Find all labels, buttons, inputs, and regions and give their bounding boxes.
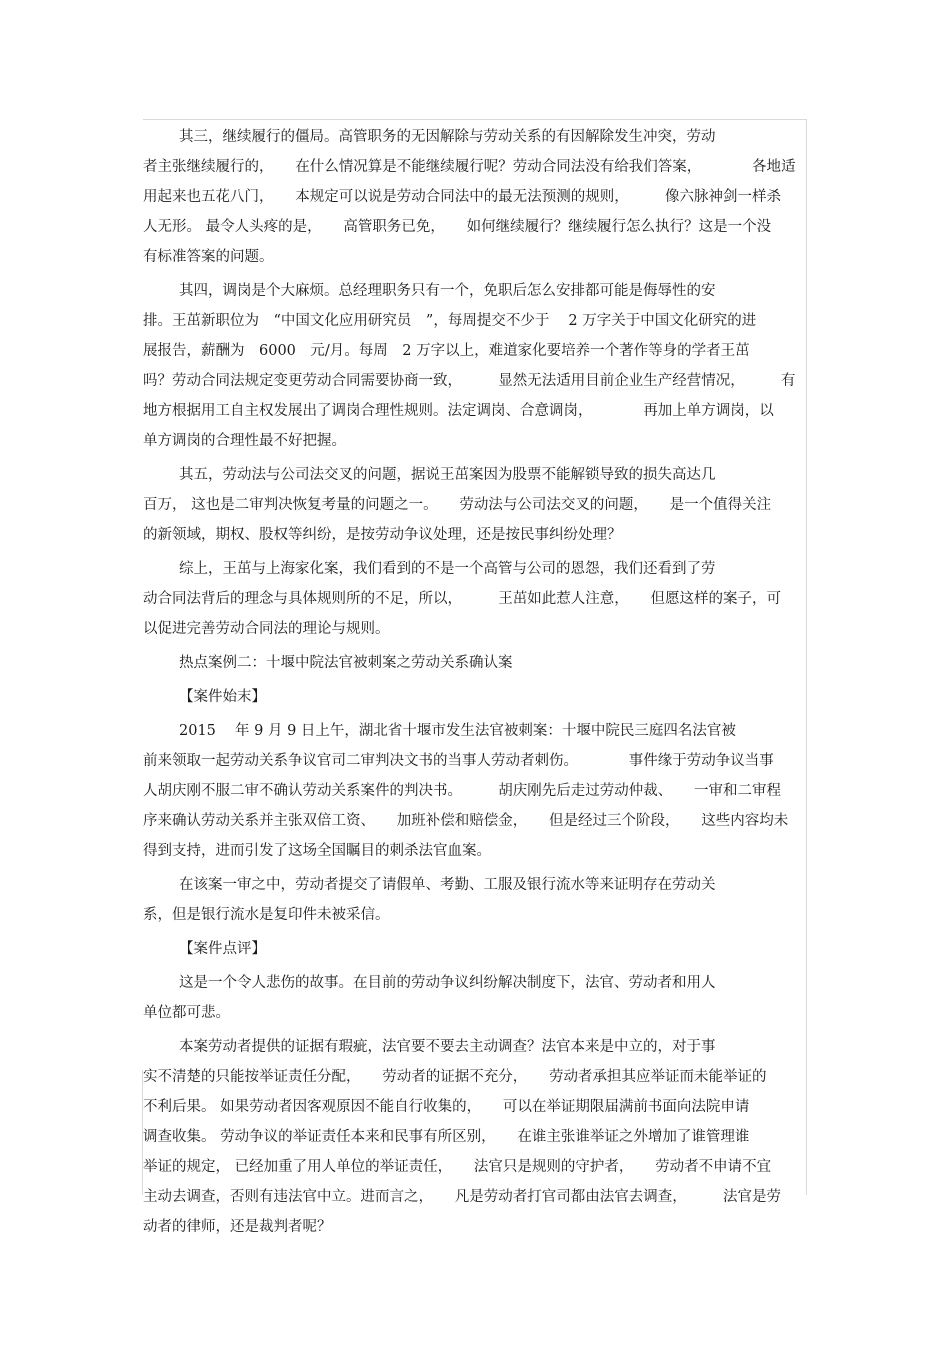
text-line: 【案件始末】 — [179, 689, 266, 705]
text-line: 前来领取一起劳动关系争议官司二审判决文书的当事人劳动者刺伤。 事件缘于劳动争议当事 — [143, 753, 774, 769]
text-line: 展报告，薪酬为 6000 元/月。每周 2 万字以上，难道家化要培养一个著作等身的学者王茁 — [143, 343, 750, 359]
para-fifth-point — [143, 460, 805, 550]
case-comment-heading — [143, 934, 805, 964]
text-line: 排。王茁新职位为 “中国文化应用研究员 ”，每周提交不少于 2 万字关于中国文化研究的进 — [143, 313, 757, 329]
text-line: 热点案例二：十堰中院法官被刺案之劳动关系确认案 — [179, 655, 513, 671]
text-line: 这是一个令人悲伤的故事。在目前的劳动争议纠纷解决制度下，法官、劳动者和用人 — [179, 975, 716, 991]
para-case-origin — [143, 716, 805, 866]
para-fourth-point — [143, 276, 805, 456]
text-line: 人胡庆刚不服二审不确认劳动关系案件的判决书。 胡庆刚先后走过劳动仲裁、 一审和二审程 — [143, 783, 781, 799]
para-evidence — [143, 870, 805, 930]
text-line: 吗？劳动合同法规定变更劳动合同需要协商一致， 显然无法适用目前企业生产经营情况， 有 — [143, 373, 796, 389]
text-line: 单方调岗的合理性最不好把握。 — [143, 433, 346, 449]
text-line: 【案件点评】 — [179, 941, 266, 957]
page-frame-right-rule — [806, 119, 807, 1195]
text-line: 实不清楚的只能按举证责任分配， 劳动者的证据不充分， 劳动者承担其应举证而未能举证的 — [143, 1069, 767, 1085]
text-line: 其四，调岗是个大麻烦。总经理职务只有一个，免职后怎么安排都可能是侮辱性的安 — [179, 283, 716, 299]
para-summary — [143, 554, 805, 644]
text-line: 在该案一审之中，劳动者提交了请假单、考勤、工服及银行流水等来证明存在劳动关 — [179, 877, 716, 893]
text-line: 调查收集。 劳动争议的举证责任本来和民事有所区别， 在谁主张谁举证之外增加了谁管理谁 — [143, 1129, 750, 1145]
text-line: 地方根据用工自主权发展出了调岗合理性规则。法定调岗、合意调岗， 再加上单方调岗，以 — [143, 403, 774, 419]
para-comment-one — [143, 968, 805, 1028]
page-frame-top-rule — [143, 119, 807, 120]
text-line: 动者的律师，还是裁判者呢？ — [143, 1219, 332, 1235]
text-line: 不利后果。 如果劳动者因客观原因不能自行收集的， 可以在举证期限届满前书面向法院申请 — [143, 1099, 750, 1115]
text-line: 百万， 这也是二审判决恢复考量的问题之一。 劳动法与公司法交叉的问题， 是一个值得关注 — [143, 497, 772, 513]
text-line: 其五，劳动法与公司法交叉的问题，据说王茁案因为股票不能解锁导致的损失高达几 — [179, 467, 716, 483]
text-line: 用起来也五花八门， 本规定可以说是劳动合同法中的最无法预测的规则， 像六脉神剑一样杀 — [143, 189, 781, 205]
text-line: 主动去调查，否则有违法官中立。进而言之， 凡是劳动者打官司都由法官去调查， 法官是劳 — [143, 1189, 781, 1205]
case-origin-heading — [143, 682, 805, 712]
text-line: 得到支持，进而引发了这场全国瞩目的刺杀法官血案。 — [143, 843, 491, 859]
text-line: 序来确认劳动关系并主张双倍工资、 加班补偿和赔偿金， 但是经过三个阶段， 这些内容均未 — [143, 813, 789, 829]
text-line: 举证的规定， 已经加重了用人单位的举证责任， 法官只是规则的守护者， 劳动者不申请不宜 — [143, 1159, 772, 1175]
text-line: 综上，王茁与上海家化案，我们看到的不是一个高管与公司的恩怨，我们还看到了劳 — [179, 561, 716, 577]
para-third-point — [143, 122, 805, 272]
text-line: 单位都可悲。 — [143, 1005, 230, 1021]
text-line: 其三，继续履行的僵局。高管职务的无因解除与劳动关系的有因解除发生冲突，劳动 — [179, 129, 716, 145]
document-body — [143, 122, 805, 1246]
text-line: 有标准答案的问题。 — [143, 249, 274, 265]
text-line: 人无形。 最令人头疼的是， 高管职务已免， 如何继续履行？继续履行怎么执行？这是一个没 — [143, 219, 772, 235]
text-line: 本案劳动者提供的证据有瑕疵，法官要不要去主动调查？法官本来是中立的，对于事 — [179, 1039, 716, 1055]
text-line: 2015 年 9 月 9 日上午，湖北省十堰市发生法官被刺案：十堰中院民三庭四名法官被 — [179, 723, 736, 739]
text-line: 系，但是银行流水是复印件未被采信。 — [143, 907, 390, 923]
para-comment-two — [143, 1032, 805, 1242]
text-line: 动合同法背后的理念与具体规则所的不足，所以， 王茁如此惹人注意， 但愿这样的案子，可 — [143, 591, 781, 607]
text-line: 以促进完善劳动合同法的理论与规则。 — [143, 621, 390, 637]
text-line: 者主张继续履行的， 在什么情况算是不能继续履行呢？劳动合同法没有给我们答案， 各地适 — [143, 159, 796, 175]
text-line: 的新领域，期权、股权等纠纷，是按劳动争议处理，还是按民事纠纷处理？ — [143, 527, 622, 543]
case-two-heading — [143, 648, 805, 678]
